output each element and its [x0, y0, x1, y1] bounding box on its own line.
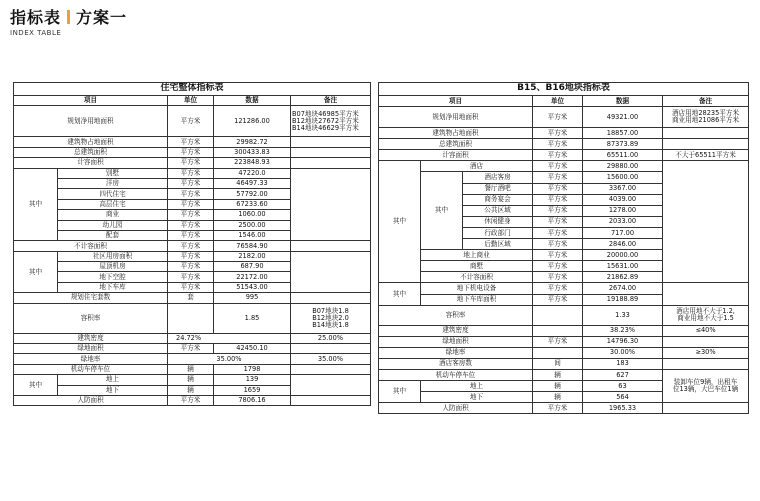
row-label: 不计容面积: [14, 241, 168, 251]
group-label: 其中: [379, 161, 421, 283]
col-header-data: 数据: [214, 96, 291, 106]
row-value: 7806.16: [214, 395, 291, 405]
row-unit: 平方米: [533, 150, 583, 161]
row-label: 地下机电设备: [421, 283, 533, 294]
table-row: [14, 251, 371, 261]
row-unit: 辆: [533, 392, 583, 403]
table-row: [14, 354, 371, 364]
row-label: 餐厅酒吧: [463, 183, 533, 194]
row-value: 627: [583, 369, 663, 380]
row-label: 商墅: [421, 261, 533, 272]
residential-index-table: [13, 82, 371, 406]
col-header-item: 项目: [14, 96, 168, 106]
row-unit: 平方米: [168, 178, 214, 188]
row-unit: 平方米: [533, 336, 583, 347]
row-unit: 平方米: [533, 239, 583, 250]
row-value: 42450.10: [214, 344, 291, 354]
row-value: 49321.00: [583, 107, 663, 128]
table-title: B15、B16地块指标表: [379, 83, 749, 96]
note-line: 酒店用地28235平方米: [671, 109, 740, 118]
row-value: 2033.00: [583, 216, 663, 227]
row-unit: 平方米: [533, 205, 583, 216]
table-row: [379, 139, 749, 150]
row-value: 4039.00: [583, 194, 663, 205]
row-value: 139: [214, 375, 291, 385]
row-unit: 平方米: [168, 220, 214, 230]
table-row: [379, 403, 749, 414]
row-note: 25.00%: [291, 333, 371, 343]
table-row: [14, 106, 371, 137]
row-unit: 辆: [168, 385, 214, 395]
row-label: 总建筑面积: [14, 147, 168, 157]
note-line: 装卸车位9辆，出租车: [673, 378, 738, 387]
page-title-main: 指标表: [10, 8, 62, 27]
row-unit: 平方米: [533, 261, 583, 272]
group-label: 其中: [14, 375, 58, 396]
table-row: [379, 128, 749, 139]
row-unit: 平方米: [168, 137, 214, 147]
page-title: [10, 8, 127, 28]
row-note: [291, 251, 371, 293]
col-header-unit: 单位: [533, 96, 583, 107]
row-value: 57792.00: [214, 189, 291, 199]
row-note: [663, 369, 749, 402]
row-unit: 平方米: [533, 227, 583, 238]
row-label: 公共区域: [463, 205, 533, 216]
row-unit: 辆: [168, 364, 214, 374]
row-label: 建筑密度: [379, 325, 533, 336]
row-note: [291, 364, 371, 374]
row-value: 51543.00: [214, 282, 291, 292]
note-line: B12地块2.0: [312, 313, 349, 322]
note-line: B07地块46985平方米: [292, 110, 359, 118]
row-note: [663, 107, 749, 128]
row-value: 38.23%: [583, 325, 663, 336]
page-subtitle: INDEX TABLE: [10, 29, 62, 37]
row-unit: 平方米: [168, 210, 214, 220]
row-unit: 平方米: [533, 194, 583, 205]
row-value: 76584.90: [214, 241, 291, 251]
row-unit: 平方米: [533, 172, 583, 183]
row-value: 19188.89: [583, 294, 663, 305]
row-label: 别墅: [58, 168, 168, 178]
table-header-row: [14, 96, 371, 106]
row-note: ≤40%: [663, 325, 749, 336]
row-label: 幼儿园: [58, 220, 168, 230]
table-row: [14, 375, 371, 385]
row-label: 后勤区域: [463, 239, 533, 250]
row-label: 社区用房面积: [58, 251, 168, 261]
row-note: ≥30%: [663, 347, 749, 358]
row-label: 商务宴会: [463, 194, 533, 205]
note-line: 酒店用地不大于1.2,: [676, 307, 735, 316]
row-label: 绿地率: [14, 354, 168, 364]
row-note: [663, 358, 749, 369]
row-value: 29880.00: [583, 161, 663, 172]
row-unit: [533, 305, 583, 325]
row-unit: 平方米: [168, 282, 214, 292]
row-value: 20000.00: [583, 250, 663, 261]
table-row: [379, 369, 749, 380]
row-value: 67233.60: [214, 199, 291, 209]
note-line: 商业用地21086平方米: [671, 116, 740, 125]
note-line: B14地块1.8: [312, 320, 349, 329]
row-label: 酒店: [421, 161, 533, 172]
row-note: [291, 168, 371, 241]
row-label: 地上商业: [421, 250, 533, 261]
group-label: 其中: [14, 168, 58, 241]
row-value: 35.00%: [168, 354, 291, 364]
title-divider: [67, 10, 70, 24]
row-value: 300433.83: [214, 147, 291, 157]
row-label: 地下: [421, 392, 533, 403]
row-unit: 平方米: [168, 189, 214, 199]
row-value: 1965.33: [583, 403, 663, 414]
row-note: [663, 139, 749, 150]
row-label: 绿地面积: [379, 336, 533, 347]
row-value: 1546.00: [214, 230, 291, 240]
row-unit: 平方米: [533, 283, 583, 294]
row-unit: 平方米: [533, 183, 583, 194]
table-row: [14, 168, 371, 178]
row-label: 配套: [58, 230, 168, 240]
row-unit: 平方米: [533, 294, 583, 305]
table-row: [379, 283, 749, 294]
table-row: [14, 333, 371, 343]
row-value: 18857.00: [583, 128, 663, 139]
row-unit: 平方米: [168, 262, 214, 272]
table-title: 住宅整体指标表: [14, 83, 371, 96]
row-label: 人防面积: [14, 395, 168, 405]
row-label: 规划净用地面积: [379, 107, 533, 128]
table-row: [379, 325, 749, 336]
row-label: 规划净用地面积: [14, 106, 168, 137]
row-note: [291, 395, 371, 405]
row-value: 121286.00: [214, 106, 291, 137]
row-unit: 平方米: [533, 272, 583, 283]
table-row: [14, 158, 371, 168]
row-label: 容积率: [379, 305, 533, 325]
row-value: 30.00%: [583, 347, 663, 358]
row-unit: 平方米: [168, 199, 214, 209]
row-value: 1798: [214, 364, 291, 374]
table-row: [14, 344, 371, 354]
row-value: 687.90: [214, 262, 291, 272]
b15-b16-index-table: [378, 82, 749, 414]
row-unit: 平方米: [533, 128, 583, 139]
note-line: 位13辆，大巴车位1辆: [672, 385, 739, 394]
row-label: 建筑物占地面积: [379, 128, 533, 139]
row-note: [291, 147, 371, 157]
row-unit: 平方米: [168, 241, 214, 251]
row-note: [291, 303, 371, 333]
row-label: 商业: [58, 210, 168, 220]
row-note: [663, 128, 749, 139]
row-label: 绿地率: [379, 347, 533, 358]
row-value: 2674.00: [583, 283, 663, 294]
table-row: [14, 303, 371, 333]
row-label: 机动车停车位: [379, 369, 533, 380]
row-unit: 平方米: [168, 344, 214, 354]
row-label: 酒店客房: [463, 172, 533, 183]
row-label: 屋顶机房: [58, 262, 168, 272]
table-row: [14, 147, 371, 157]
row-value: 564: [583, 392, 663, 403]
row-value: 46497.33: [214, 178, 291, 188]
row-label: 四代住宅: [58, 189, 168, 199]
table-row: [379, 336, 749, 347]
row-label: 地上: [58, 375, 168, 385]
row-label: 休闲健身: [463, 216, 533, 227]
row-label: 总建筑面积: [379, 139, 533, 150]
row-value: 29982.72: [214, 137, 291, 147]
row-label: 计容面积: [379, 150, 533, 161]
table-row: [379, 161, 749, 172]
table-row: [14, 395, 371, 405]
row-unit: 平方米: [533, 107, 583, 128]
table-row: [14, 364, 371, 374]
row-label: 行政部门: [463, 227, 533, 238]
table-row: [14, 241, 371, 251]
row-unit: 平方米: [533, 161, 583, 172]
col-header-data: 数据: [583, 96, 663, 107]
row-value: 15600.00: [583, 172, 663, 183]
row-unit: [533, 325, 583, 336]
row-note: [291, 344, 371, 354]
row-note: [663, 283, 749, 305]
row-label: 计容面积: [14, 158, 168, 168]
row-label: 酒店客房数: [379, 358, 533, 369]
col-header-item: 项目: [379, 96, 533, 107]
row-value: 24.72%: [168, 333, 291, 343]
table-row: [379, 150, 749, 161]
table-row: [379, 358, 749, 369]
row-value: 717.00: [583, 227, 663, 238]
group-label: 其中: [421, 172, 463, 250]
row-value: 3367.00: [583, 183, 663, 194]
row-unit: 辆: [533, 369, 583, 380]
row-unit: 平方米: [533, 216, 583, 227]
row-unit: 辆: [533, 381, 583, 392]
row-note: 不大于65511平方米: [663, 150, 749, 161]
row-value: 63: [583, 381, 663, 392]
note-line: B12地块27672平方米: [292, 116, 359, 125]
row-unit: [168, 303, 214, 333]
table-header-row: [379, 96, 749, 107]
row-unit: 平方米: [168, 272, 214, 282]
row-unit: 平方米: [168, 395, 214, 405]
row-value: 1.33: [583, 305, 663, 325]
row-value: 995: [214, 293, 291, 303]
row-note: [291, 241, 371, 251]
note-line: B14地块46629平方米: [292, 123, 359, 132]
table-row: [14, 137, 371, 147]
row-value: 21862.89: [583, 272, 663, 283]
row-note: [663, 305, 749, 325]
group-label: 其中: [379, 381, 421, 403]
note-line: 商业用地不大于1.5: [677, 314, 734, 323]
row-value: 1278.00: [583, 205, 663, 216]
row-unit: 平方米: [168, 251, 214, 261]
row-value: 1.85: [214, 303, 291, 333]
row-value: 223848.93: [214, 158, 291, 168]
row-unit: 平方米: [533, 139, 583, 150]
row-label: 机动车停车位: [14, 364, 168, 374]
row-value: 183: [583, 358, 663, 369]
row-value: 1659: [214, 385, 291, 395]
row-note: [663, 336, 749, 347]
row-value: 65511.00: [583, 150, 663, 161]
page-header: [10, 8, 127, 37]
row-value: 2500.00: [214, 220, 291, 230]
row-unit: 平方米: [533, 403, 583, 414]
table-row: [14, 293, 371, 303]
row-value: 47220.0: [214, 168, 291, 178]
table-row: [379, 107, 749, 128]
row-unit: 套: [168, 293, 214, 303]
row-unit: 平方米: [168, 168, 214, 178]
row-value: 14796.30: [583, 336, 663, 347]
row-value: 2846.00: [583, 239, 663, 250]
row-unit: 平方米: [168, 106, 214, 137]
row-note: [663, 161, 749, 283]
row-label: 规划住宅套数: [14, 293, 168, 303]
row-label: 人防面积: [379, 403, 533, 414]
row-note: [291, 293, 371, 303]
row-note: [663, 403, 749, 414]
row-note: [291, 158, 371, 168]
table-row: [379, 305, 749, 325]
row-note: [291, 375, 371, 396]
group-label: 其中: [14, 251, 58, 293]
row-label: 建筑物占地面积: [14, 137, 168, 147]
page-title-scheme: 方案一: [76, 8, 128, 27]
row-label: 洋房: [58, 178, 168, 188]
row-label: 容积率: [14, 303, 168, 333]
row-label: 地下: [58, 385, 168, 395]
row-value: 1060.00: [214, 210, 291, 220]
row-label: 不计容面积: [421, 272, 533, 283]
col-header-note: 备注: [291, 96, 371, 106]
row-unit: 平方米: [168, 158, 214, 168]
row-note: [291, 106, 371, 137]
row-label: 绿地面积: [14, 344, 168, 354]
row-value: 2182.00: [214, 251, 291, 261]
row-label: 地下车库: [58, 282, 168, 292]
table-row: [379, 347, 749, 358]
group-label: 其中: [379, 283, 421, 305]
row-unit: 间: [533, 358, 583, 369]
row-unit: 平方米: [168, 147, 214, 157]
row-label: 地上: [421, 381, 533, 392]
row-label: 地下空腔: [58, 272, 168, 282]
row-label: 高层住宅: [58, 199, 168, 209]
col-header-note: 备注: [663, 96, 749, 107]
row-unit: 平方米: [533, 250, 583, 261]
row-label: 地下车库面积: [421, 294, 533, 305]
row-value: 22172.00: [214, 272, 291, 282]
row-unit: [533, 347, 583, 358]
note-line: B07地块1.8: [312, 306, 349, 315]
row-unit: 平方米: [168, 230, 214, 240]
row-note: [291, 137, 371, 147]
row-unit: 辆: [168, 375, 214, 385]
row-note: 35.00%: [291, 354, 371, 364]
row-label: 建筑密度: [14, 333, 168, 343]
row-value: 87373.89: [583, 139, 663, 150]
row-value: 15631.00: [583, 261, 663, 272]
col-header-unit: 单位: [168, 96, 214, 106]
